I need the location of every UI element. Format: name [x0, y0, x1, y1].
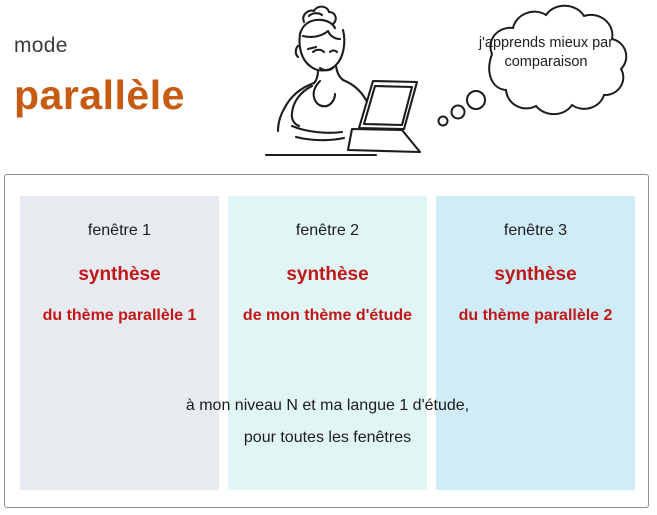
window-column-2[interactable]: [228, 196, 427, 490]
window-column-1[interactable]: [20, 196, 219, 490]
window-columns: [20, 196, 635, 490]
window-column-3[interactable]: [436, 196, 635, 490]
parallel-mode-panel: [4, 174, 649, 508]
window-3-label: fenêtre 3: [503, 222, 568, 239]
window-3-description: du thème parallèle 2: [458, 307, 613, 324]
header: [0, 0, 657, 172]
window-2-synthesis: synthèse: [286, 264, 369, 285]
footer-note-line-2: pour toutes les fenêtres: [243, 429, 412, 446]
window-2-label: fenêtre 2: [295, 222, 360, 239]
window-1-label: fenêtre 1: [87, 222, 152, 239]
window-1-description: du thème parallèle 1: [42, 307, 197, 324]
window-2-description: de mon thème d'étude: [242, 307, 413, 324]
window-1-synthesis: synthèse: [78, 264, 161, 285]
thought-bubble-text: j'apprends mieux par comparaison: [478, 35, 614, 70]
footer-note-line-1: à mon niveau N et ma langue 1 d'étude,: [185, 397, 470, 414]
window-3-synthesis: synthèse: [494, 264, 577, 285]
page-title: parallèle: [14, 72, 185, 118]
mode-label: mode: [14, 34, 68, 57]
person-at-laptop-icon: [208, 0, 438, 175]
thought-bubble-icon: [432, 4, 656, 144]
